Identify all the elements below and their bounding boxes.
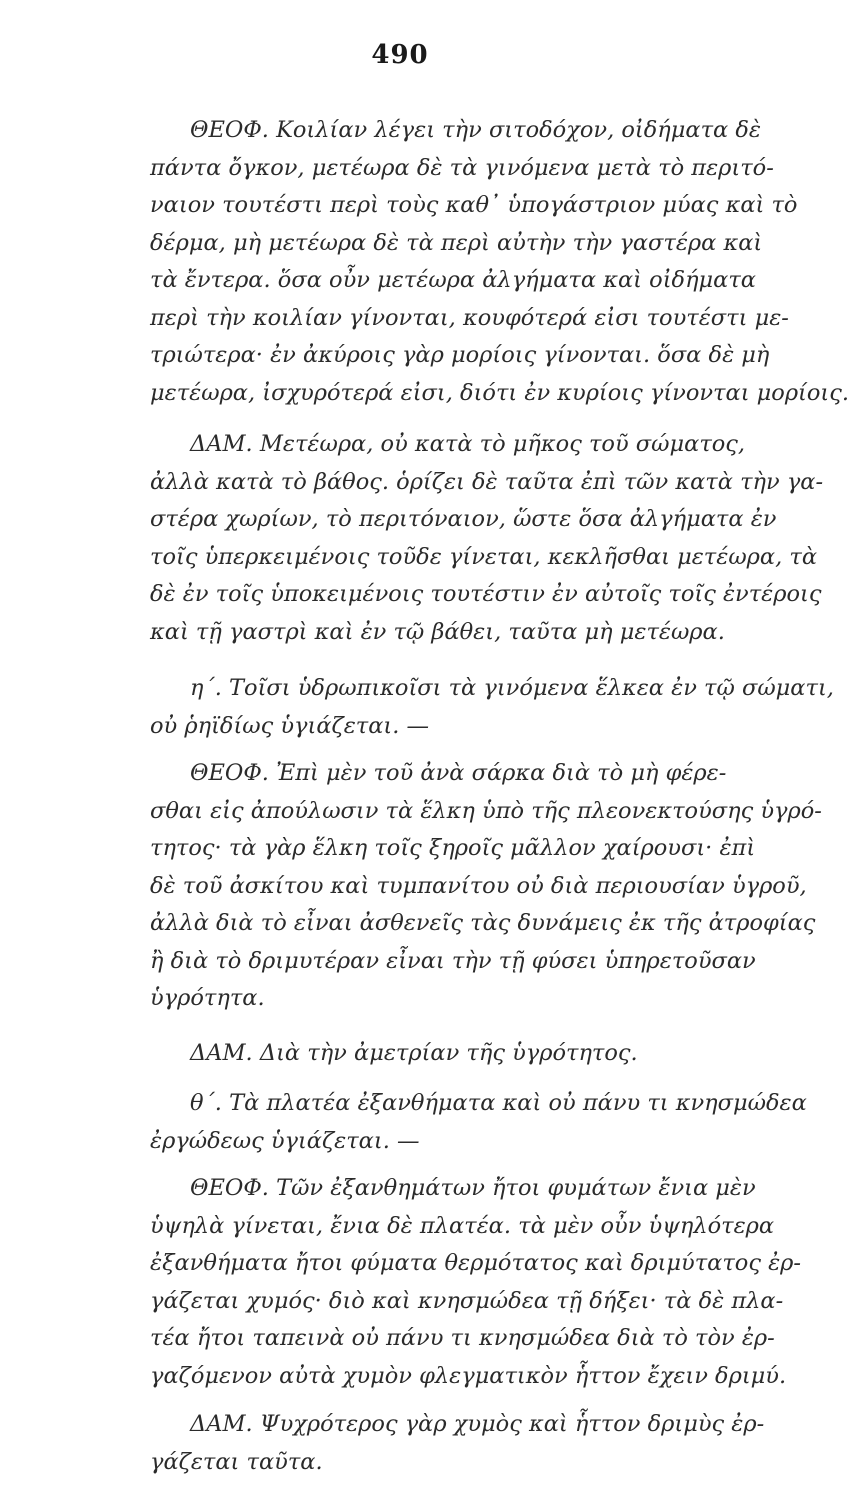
text-line: η´. Τοῖσι ὑδρωπικοῖσι τὰ γινόμενα ἕλκεα ἐν τῷ σώματι, <box>190 675 834 701</box>
paragraph-theoph-2 <box>150 755 822 1018</box>
text-line: πάντα ὄγκον, μετέωρα δὲ τὰ γινόμενα μετὰ τὸ περιτό- <box>150 154 774 181</box>
text-line: περὶ τὴν κοιλίαν γίνονται, κουφότερά εἰσι τουτέστι με- <box>150 304 789 331</box>
text-line: ναιον τουτέστι περὶ τοὺς καθ᾽ ὑπογάστριον μύας καὶ τὸ <box>150 192 798 218</box>
text-line: ἢ διὰ τὸ δριμυτέραν εἶναι τὴν τῇ φύσει ὑπηρετοῦσαν <box>150 947 756 974</box>
text-line: γάζεται ταῦτα. <box>150 1448 323 1475</box>
text-line: τοῖς ὑπερκειμένοις τοῦδε γίνεται, κεκλῆσθαι μετέωρα, τὰ <box>150 543 818 570</box>
paragraph-theoph-1 <box>150 112 849 412</box>
text-line: ἀλλὰ διὰ τὸ εἶναι ἀσθενεῖς τὰς δυνάμεις ἐκ τῆς ἀτροφίας <box>150 910 816 936</box>
text-line: ΘΕΟΦ. Κοιλίαν λέγει τὴν σιτοδόχον, οἰδήματα δὲ <box>190 117 761 143</box>
text-line: τητος· τὰ γὰρ ἕλκη τοῖς ξηροῖς μᾶλλον χαίρουσι· ἐπὶ <box>150 835 756 861</box>
text-line: ἐξανθήματα ἤτοι φύματα θερμότατος καὶ δριμύτατος ἐρ- <box>150 1250 801 1276</box>
text-line: ΔΑΜ. Διὰ τὴν ἀμετρίαν τῆς ὑγρότητος. <box>190 1040 638 1066</box>
text-line: ΔΑΜ. Ψυχρότερος γὰρ χυμὸς καὶ ἧττον δριμὺς ἐρ- <box>190 1411 765 1437</box>
text-line: τριώτερα· ἐν ἀκύροις γὰρ μορίοις γίνονται. ὅσα δὲ μὴ <box>150 342 770 368</box>
paragraph-theoph-3 <box>150 1170 801 1395</box>
text-line: τέα ἤτοι ταπεινὰ οὐ πάνυ τι κνησμώδεα διὰ τὸ τὸν ἐρ- <box>150 1325 775 1351</box>
text-line: τὰ ἔντερα. ὅσα οὖν μετέωρα ἀλγήματα καὶ οἰδήματα <box>150 267 757 293</box>
text-line: γάζεται χυμός· διὸ καὶ κνησμώδεα τῇ δήξει· τὰ δὲ πλα- <box>150 1287 784 1314</box>
text-line: ἐργώδεως ὑγιάζεται. — <box>150 1127 420 1154</box>
text-line: ΔΑΜ. Μετέωρα, οὐ κατὰ τὸ μῆκος τοῦ σώματος, <box>190 431 746 457</box>
text-line: καὶ τῇ γαστρὶ καὶ ἐν τῷ βάθει, ταῦτα μὴ μετέωρα. <box>150 618 725 645</box>
text-line: δέρμα, μὴ μετέωρα δὲ τὰ περὶ αὐτὴν τὴν γαστέρα καὶ <box>150 229 763 256</box>
aphorism-9 <box>150 1085 807 1160</box>
text-line: ΘΕΟΦ. Τῶν ἐξανθημάτων ἤτοι φυμάτων ἔνια μὲν <box>190 1175 756 1201</box>
paragraph-dam-2 <box>150 1035 750 1073</box>
text-line: στέρα χωρίων, τὸ περιτόναιον, ὥστε ὅσα ἀλγήματα ἐν <box>150 506 777 532</box>
text-line: ὑγρότητα. <box>150 985 265 1011</box>
paragraph-dam-3 <box>150 1406 765 1481</box>
text-line: ΘΕΟΦ. Ἐπὶ μὲν τοῦ ἀνὰ σάρκα διὰ τὸ μὴ φέρε- <box>190 760 727 786</box>
text-line: θ´. Τὰ πλατέα ἐξανθήματα καὶ οὐ πάνυ τι κνησμώδεα <box>190 1090 807 1116</box>
text-line: γαζόμενον αὐτὰ χυμὸν φλεγματικὸν ἧττον ἔχειν δριμύ. <box>150 1362 787 1389</box>
aphorism-8 <box>150 670 834 745</box>
page-number: 490 <box>371 40 429 70</box>
text-line: σθαι εἰς ἀπούλωσιν τὰ ἕλκη ὑπὸ τῆς πλεονεκτούσης ὑγρό- <box>150 797 822 824</box>
text-line: οὐ ῥηϊδίως ὑγιάζεται. — <box>150 712 430 739</box>
text-line: δὲ τοῦ ἀσκίτου καὶ τυμπανίτου οὐ διὰ περιουσίαν ὑγροῦ, <box>150 872 807 899</box>
text-line: ὑψηλὰ γίνεται, ἔνια δὲ πλατέα. τὰ μὲν οὖν ὑψηλότερα <box>150 1212 775 1239</box>
text-line: μετέωρα, ἰσχυρότερά εἰσι, διότι ἐν κυρίοις γίνονται μορίοις. <box>150 379 849 406</box>
text-line: ἀλλὰ κατὰ τὸ βάθος. ὁρίζει δὲ ταῦτα ἐπὶ τῶν κατὰ τὴν γα- <box>150 468 824 495</box>
text-line: δὲ ἐν τοῖς ὑποκειμένοις τουτέστιν ἐν αὐτοῖς τοῖς ἐντέροις <box>150 581 822 607</box>
paragraph-dam-1 <box>150 426 824 651</box>
